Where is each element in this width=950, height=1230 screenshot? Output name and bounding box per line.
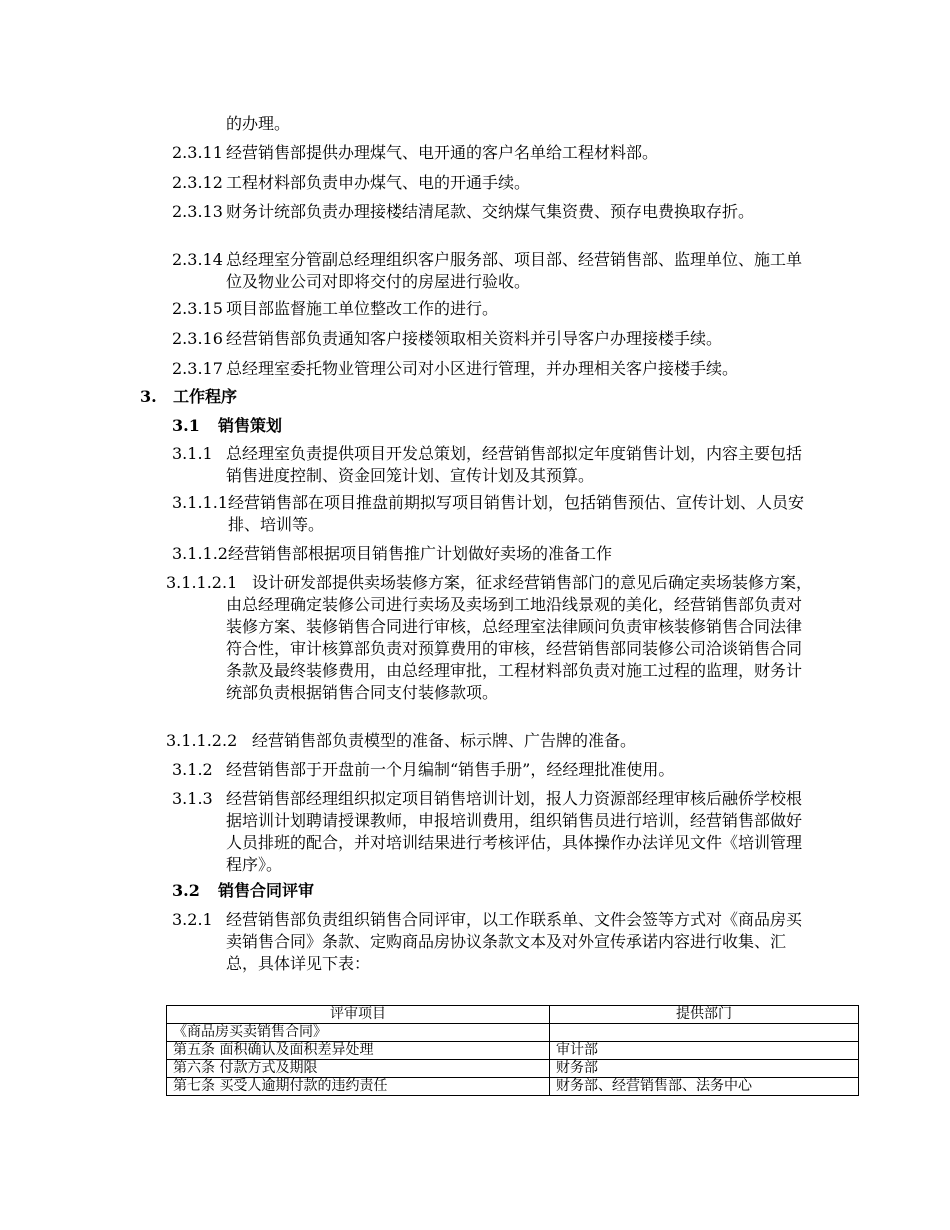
clause-text: 总经理室委托物业管理公司对小区进行管理，并办理相关客户接楼手续。 <box>226 359 739 378</box>
clause-text: 设计研发部提供卖场装修方案，征求经营销售部门的意见后确定卖场装修方案，由总经理确定装修公司进行卖场及卖场到工地沿线景观的美化，经营销售部负责对装修方案、装修销售合同进行审核，总经理室法律顾问负责审核装修销售合同法律符合性，审计核算部负责对预算费用的审核，经营销售部同装修公司洽谈销售合同条款及最终装修费用，由总经理审批，工程材料部负责对施工过程的监理，财务计统部负责根据销售合同支付装修款项。 <box>226 573 813 702</box>
table-header-row <box>167 1006 859 1024</box>
table-cell: 第七条 买受人逾期付款的违约责任 <box>167 1078 550 1096</box>
clause-3-1-3 <box>172 788 812 876</box>
clause-number: 3.1.1.1 <box>172 493 228 512</box>
section-title: 销售策划 <box>218 416 283 435</box>
clause-2-3-13 <box>172 201 812 245</box>
clause-number: 2.3.17 <box>172 359 223 378</box>
clause-number: 2.3.11 <box>172 143 223 162</box>
clause-3-1-1-2-1 <box>166 572 816 726</box>
clause-number: 2.3.12 <box>172 173 223 192</box>
table-cell: 审计部 <box>550 1042 859 1060</box>
clause-number: 2.3.16 <box>172 329 223 348</box>
clause-number: 2.3.13 <box>172 202 223 221</box>
clause-text: 经营销售部负责模型的准备、标示牌、广告牌的准备。 <box>252 731 637 750</box>
clause-number: 3.1.1.2 <box>172 544 228 563</box>
clause-text: 财务计统部负责办理接楼结清尾款、交纳煤气集资费、预存电费换取存折。 <box>226 202 755 221</box>
table-cell: 《商品房买卖销售合同》 <box>167 1024 550 1042</box>
section-title: 工作程序 <box>173 387 238 406</box>
clause-3-2-1 <box>172 909 812 975</box>
table-row <box>167 1024 859 1042</box>
table-cell: 第六条 付款方式及期限 <box>167 1060 550 1078</box>
clause-text: 项目部监督施工单位整改工作的进行。 <box>226 299 499 318</box>
clause-number: 3.1.2 <box>172 760 213 779</box>
clause-number: 2.3.15 <box>172 299 223 318</box>
table-cell: 第五条 面积确认及面积差异处理 <box>167 1042 550 1060</box>
clause-text: 经营销售部负责组织销售合同评审，以工作联系单、文件会签等方式对《商品房买卖销售合同》条款、定购商品房协议条款文本及对外宣传承诺内容进行收集、汇总，具体详见下表： <box>226 910 803 973</box>
section-number: 3.1 <box>172 416 200 435</box>
clause-text: 工程材料部负责申办煤气、电的开通手续。 <box>226 173 531 192</box>
table-row <box>167 1078 859 1096</box>
clause-number: 3.1.1 <box>172 444 213 463</box>
clause-text: 经营销售部根据项目销售推广计划做好卖场的准备工作 <box>228 544 613 563</box>
paragraph-text: 的办理。 <box>226 114 291 133</box>
clause-text: 经营销售部在项目推盘前期拟写项目销售计划，包括销售预估、宣传计划、人员安排、培训等。 <box>228 493 805 534</box>
paragraph-continuation <box>226 113 816 135</box>
clause-number: 3.2.1 <box>172 910 213 929</box>
clause-number: 3.1.1.2.1 <box>166 573 238 592</box>
section-title: 销售合同评审 <box>218 881 315 900</box>
table-header-cell: 评审项目 <box>167 1006 550 1024</box>
clause-text: 总经理室分管副总经理组织客户服务部、项目部、经营销售部、监理单位、施工单位及物业公司对即将交付的房屋进行验收。 <box>226 250 803 291</box>
clause-number: 3.1.1.2.2 <box>166 731 238 750</box>
clause-text: 总经理室负责提供项目开发总策划，经营销售部拟定年度销售计划，内容主要包括销售进度控制、资金回笼计划、宣传计划及其预算。 <box>226 444 803 485</box>
clause-text: 经营销售部经理组织拟定项目销售培训计划，报人力资源部经理审核后融侨学校根据培训计划聘请授课教师，申报培训费用，组织销售员进行培训，经营销售部做好人员排班的配合，并对培训结果进行考核评估，具体操作办法详见文件《培训管理程序》。 <box>226 789 803 874</box>
clause-text: 经营销售部于开盘前一个月编制“销售手册”，经经理批准使用。 <box>226 760 675 779</box>
clause-number: 3.1.3 <box>172 789 213 808</box>
section-number: 3. <box>140 387 157 406</box>
clause-text: 经营销售部提供办理煤气、电开通的客户名单给工程材料部。 <box>226 143 659 162</box>
table-row <box>167 1042 859 1060</box>
table-row <box>167 1060 859 1078</box>
table-header-cell: 提供部门 <box>550 1006 859 1024</box>
clause-3-1-1 <box>172 443 812 487</box>
clause-3-1-1-1 <box>172 492 812 536</box>
table-cell: 财务部 <box>550 1060 859 1078</box>
contract-review-table <box>166 1005 859 1096</box>
clause-text: 经营销售部负责通知客户接楼领取相关资料并引导客户办理接楼手续。 <box>226 329 723 348</box>
section-number: 3.2 <box>172 881 200 900</box>
table-cell: 财务部、经营销售部、法务中心 <box>550 1078 859 1096</box>
table-cell <box>550 1024 859 1042</box>
clause-number: 2.3.14 <box>172 250 223 269</box>
clause-2-3-14 <box>172 249 812 293</box>
